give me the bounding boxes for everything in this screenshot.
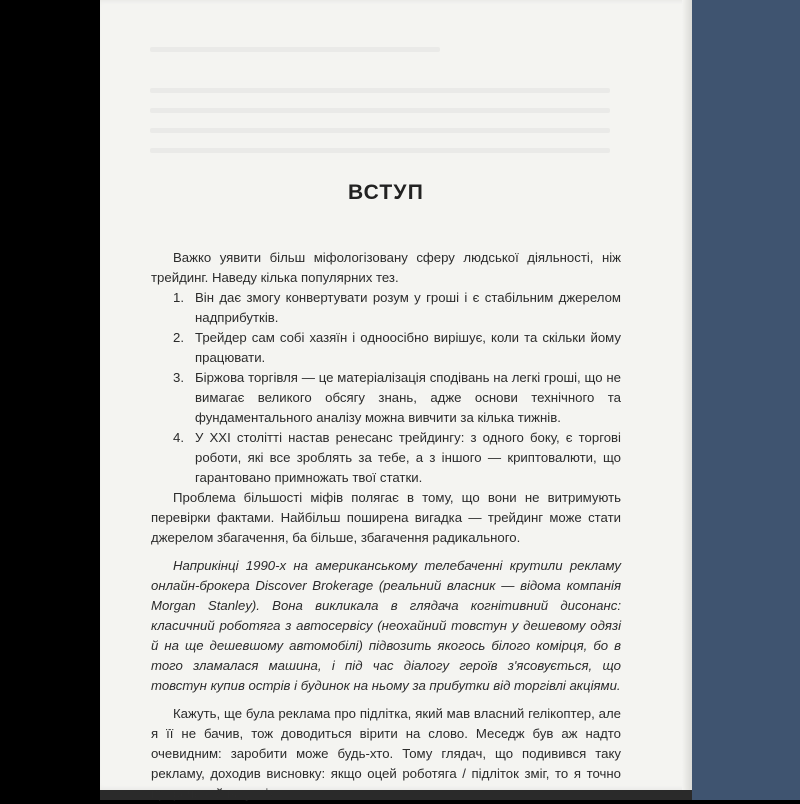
list-number: 3. <box>173 370 184 385</box>
paragraph-gap <box>151 696 621 704</box>
chapter-title: ВСТУП <box>348 181 424 204</box>
list-item-text: Трейдер сам собі хазяїн і одноосібно вирішує, коли та скільки йому працювати. <box>195 330 621 365</box>
list-item <box>151 368 621 428</box>
body-text <box>151 248 621 804</box>
show-through-line <box>150 47 440 52</box>
show-through-line <box>150 148 610 153</box>
paragraph-gap <box>151 548 621 556</box>
italic-paragraph: Наприкінці 1990-х на американському телебаченні крутили рекламу онлайн-брокера Discover Brokerage (реальний власник — відома компанія Morgan Stanley). Вона викликала в глядача когнітивний дисонанс: класичний роботяга з автосервісу (неохайний товстун у дешевому одязі й на ще дешевшому автомобілі) підвозить якогось білого комірця, бо в того зламалася машина, і під час діалогу героїв з'ясовується, що товстун купив острів і будинок на ньому за прибутки від торгівлі акціями. <box>151 558 621 693</box>
list-item <box>151 288 621 328</box>
list-item-text: У XXI столітті настав ренесанс трейдингу: з одного боку, є торгові роботи, які все зроблять за тебе, а з іншого — криптовалюти, що гарантовано примножать твої статки. <box>195 430 621 485</box>
page-edge <box>682 0 692 790</box>
intro-paragraph: Важко уявити більш міфологізовану сферу людської діяльності, ніж трейдинг. Наведу кілька популярних тез. <box>151 250 621 285</box>
list-item <box>151 428 621 488</box>
list-item-text: Біржова торгівля — це матеріалізація сподівань на легкі гроші, що не вимагає великого обсягу знань, адже основи технічного та фундаментального аналізу можна вивчити за кілька тижнів. <box>195 370 621 425</box>
list-number: 2. <box>173 330 184 345</box>
show-through-line <box>150 128 610 133</box>
list-number: 1. <box>173 290 184 305</box>
paragraph: Кажуть, ще була реклама про підлітка, який мав власний гелікоптер, але я її не бачив, тож доводиться вірити на слово. Меседж був аж надто очевидним: заробити може будь-хто. Тому глядач, що подивився таку рекламу, доходив висновку: якщо оцей роботяга / підліток зміг, то я точно приречений на успіх. <box>151 706 621 801</box>
list-item-text: Він дає змогу конвертувати розум у гроші і є стабільним джерелом надприбутків. <box>195 290 621 325</box>
show-through-line <box>150 108 610 113</box>
list-number: 4. <box>173 430 184 445</box>
book-cover-edge <box>692 0 800 800</box>
show-through-line <box>150 88 610 93</box>
paragraph: Проблема більшості міфів полягає в тому, що вони не витримують перевірки фактами. Найбільш поширена вигадка — трейдинг може стати джерелом збагачення, ба більше, збагачення радикального. <box>151 490 621 545</box>
list-item <box>151 328 621 368</box>
